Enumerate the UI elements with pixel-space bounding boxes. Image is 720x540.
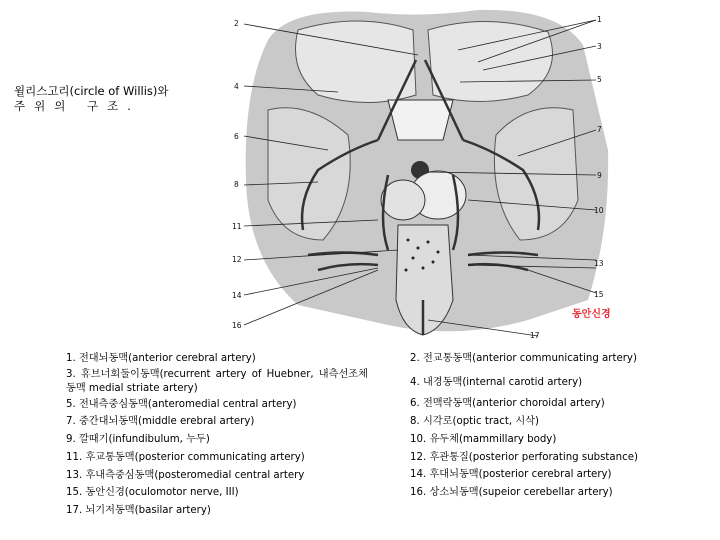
legend-item-11: 11. 후교통동맥(posterior communicating artery)	[66, 451, 305, 463]
legend-item-7: 7. 중간대뇌동맥(middle erebral artery)	[66, 416, 255, 428]
legend-item-5: 5. 전내측중심동맥(anteromedial central artery)	[66, 398, 297, 410]
figure-title	[14, 84, 169, 114]
fig-num-10: 10	[594, 206, 604, 215]
fig-num-5: 5	[597, 75, 602, 84]
legend-item-8: 8. 시각로(optic tract, 시삭)	[410, 416, 539, 428]
legend-item-3: 3. 휴브너회둘이동맥(recurrent artery of Huebner, 내측선조체동맥 medial striate artery)	[66, 368, 368, 394]
legend-item-15: 15. 동안신경(oculomotor nerve, III)	[66, 487, 239, 499]
legend-item-10: 10. 유두체(mammillary body)	[410, 433, 557, 445]
fig-num-11: 11	[232, 222, 242, 231]
legend-item-1: 1. 전대뇌동맥(anterior cerebral artery)	[66, 353, 256, 364]
anatomy-illustration	[228, 0, 612, 340]
legend-item-13: 13. 후내측중심동맥(posteromedial central artery	[66, 469, 305, 481]
circle-of-willis-drawing	[228, 0, 612, 340]
oculomotor-nerve-label: 동안신경	[572, 309, 611, 320]
legend-right-column	[410, 350, 710, 502]
fig-num-3: 3	[597, 42, 602, 51]
fig-num-13: 13	[594, 259, 604, 268]
fig-num-8: 8	[234, 180, 239, 189]
legend-item-14: 14. 후대뇌동맥(posterior cerebral artery)	[410, 469, 612, 481]
fig-num-7: 7	[597, 125, 602, 134]
legend-item-2: 2. 전교통동맥(anterior communicating artery)	[410, 353, 637, 364]
legend-item-9: 9. 깔때기(infundibulum, 누두)	[66, 434, 210, 446]
legend-item-12: 12. 후관통질(posterior perforating substance)	[410, 451, 638, 463]
fig-num-4: 4	[234, 82, 239, 91]
title-line-2: 주위의 구조.	[14, 99, 140, 113]
fig-num-9: 9	[597, 171, 602, 180]
fig-num-16: 16	[232, 321, 242, 330]
title-line-1: 윌리스고리(circle of Willis)와	[14, 84, 169, 98]
legend-left-column	[66, 350, 368, 520]
fig-num-14: 14	[232, 291, 242, 300]
legend-item-17: 17. 뇌기저동맥(basilar artery)	[66, 504, 211, 516]
fig-num-17: 17	[530, 331, 540, 340]
legend-item-16: 16. 상소뇌동맥(supeior cerebellar artery)	[410, 486, 613, 498]
fig-num-2: 2	[234, 19, 239, 28]
fig-num-12: 12	[232, 255, 242, 264]
fig-num-6: 6	[234, 132, 239, 141]
legend-item-4: 4. 내경동맥(internal carotid artery)	[410, 376, 583, 388]
fig-num-15: 15	[594, 290, 604, 299]
fig-num-1: 1	[597, 15, 602, 24]
legend-item-6: 6. 전맥락동맥(anterior choroidal artery)	[410, 398, 605, 410]
